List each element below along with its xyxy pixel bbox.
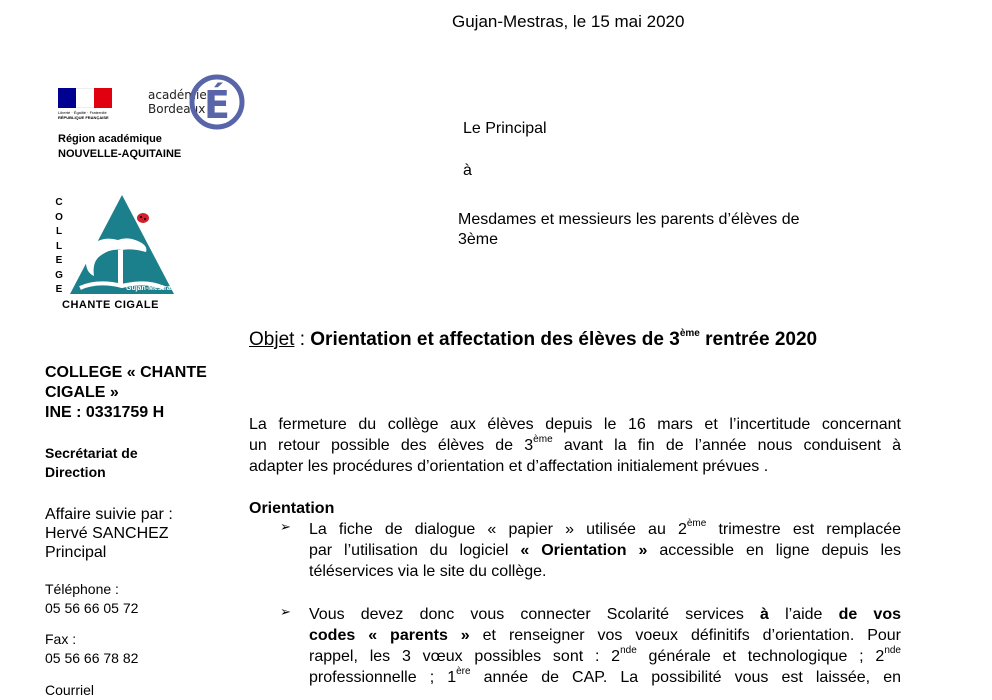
arrow-bullet-icon: ➢ [280, 604, 291, 619]
college-triangle-logo [66, 192, 176, 305]
marianne-flag-logo [58, 88, 112, 108]
section-heading-orientation: Orientation [249, 500, 335, 517]
letter-subject: Objet : Orientation et affectation des élèves de 3ème rentrée 2020 [249, 327, 818, 350]
svg-text:Gujan-Mestras: Gujan-Mestras [126, 285, 175, 292]
subject-label: Objet [249, 329, 295, 350]
to-word: à [463, 162, 472, 179]
college-vertical-text: C O L L E G E [55, 197, 63, 295]
letter-date: Gujan-Mestras, le 15 mai 2020 [452, 12, 685, 31]
recipient: Mesdames et messieurs les parents d’élèves de 3ème [458, 211, 800, 248]
telephone-block: Téléphone : 05 56 66 05 72 [45, 581, 139, 616]
bullet-item: La fiche de dialogue « papier » utilisée au 2ème trimestre est remplacée par l’utilisation du logiciel « Orientation » accessible en ligne depuis les téléservices via le site du collège. [309, 517, 902, 580]
bullet-item: Vous devez donc vous connecter Scolarité services à l’aide de vos codes « parents » et renseigner vos voeux définitifs d’orientation. Pour rappel, les 3 vœux possibles sont : 2nde générale et technologique ; 2nde professionnelle ; 1ère année de CAP. La possibilité vous est laissée, en [309, 606, 902, 686]
academie-e-logo [186, 62, 250, 139]
college-name: COLLEGE « CHANTE CIGALE » INE : 0331759 H [45, 364, 207, 421]
arrow-bullet-icon: ➢ [280, 519, 291, 534]
secretariat-label: Secrétariat de Direction [45, 445, 138, 480]
intro-paragraph: La fermeture du collège aux élèves depuis le 16 mars et l’incertitude concernant un retour possible des élèves de 3ème avant la fin de l’année nous conduisent à adapter les procédures d’orientation et d’affectation initialement prévues . [249, 416, 901, 475]
affaire-suivie: Affaire suivie par : Hervé SANCHEZ Principal [45, 506, 173, 561]
sender: Le Principal [463, 120, 547, 137]
marianne-caption: Liberté · Égalité · Fraternité RÉPUBLIQUE FRANÇAISE [58, 110, 109, 120]
region-academique: Région académique NOUVELLE-AQUITAINE [58, 133, 182, 160]
academie-wordmark: académie Bordeaux [148, 88, 207, 116]
svg-text:É: É [204, 83, 230, 127]
fax-block: Fax : 05 56 66 78 82 [45, 631, 139, 666]
college-name-logo: CHANTE CIGALE [62, 299, 159, 311]
email-label: Courriel [45, 682, 95, 698]
